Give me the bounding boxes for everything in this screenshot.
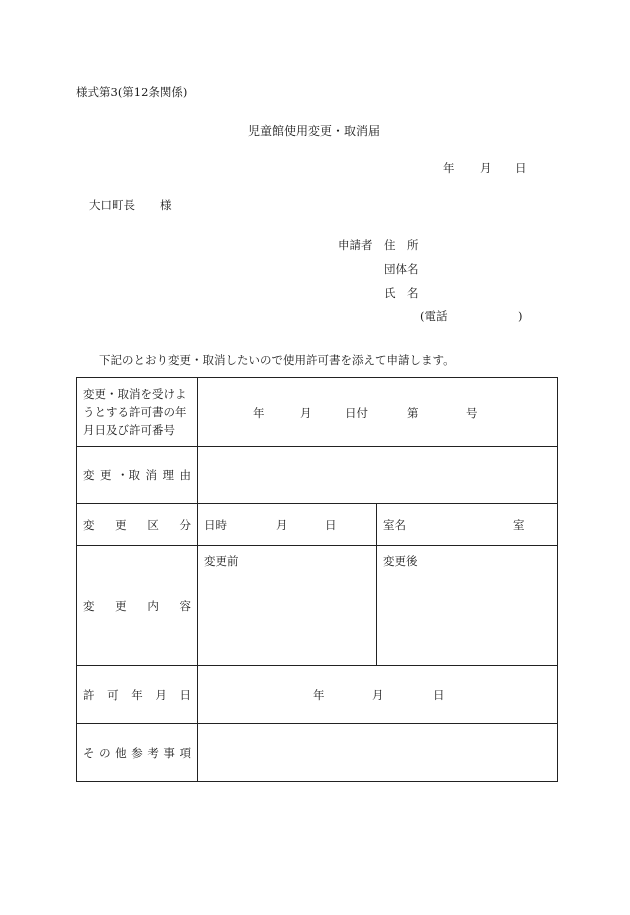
permit-month: 月 <box>300 406 312 420</box>
permit-reference-label: 変更・取消を受けようとする許可書の年月日及び許可番号 <box>77 378 198 447</box>
intro-text: 下記のとおり変更・取消したいので使用許可書を添えて申請します。 <box>99 353 455 367</box>
phone-close: ) <box>518 309 523 323</box>
application-table <box>76 377 558 782</box>
table-row-permit-reference <box>77 378 558 447</box>
change-category-label <box>77 504 198 546</box>
other-notes-label <box>77 724 198 782</box>
address-label: 住 所 <box>384 238 419 252</box>
label-char: 月 <box>155 687 167 702</box>
date-year: 年 <box>443 161 455 175</box>
label-char: 可 <box>107 687 119 702</box>
label-char: 区 <box>147 517 159 532</box>
applicant-label: 申請者 <box>338 238 373 252</box>
label-char: 消 <box>145 468 157 482</box>
table-row-other-notes <box>77 724 558 782</box>
change-reason-label <box>77 447 198 504</box>
label-char: 項 <box>179 745 191 760</box>
table-row-change-reason <box>77 447 558 504</box>
label-char: 他 <box>115 745 127 760</box>
change-content-label <box>77 546 198 666</box>
datetime-label: 日時 <box>204 518 227 532</box>
datetime-day: 日 <box>325 518 337 532</box>
label-char: の <box>99 745 111 760</box>
permit-date-year: 年 <box>313 688 325 702</box>
label-char: 分 <box>179 517 191 532</box>
label-char: 許 <box>83 687 95 702</box>
label-char: 容 <box>179 598 191 613</box>
permit-day: 日付 <box>345 406 368 420</box>
table-row-change-content <box>77 546 558 666</box>
label-char: 日 <box>179 687 191 702</box>
permit-date-label <box>77 666 198 724</box>
label-char: 事 <box>163 745 175 760</box>
change-reason-field[interactable] <box>198 447 558 504</box>
recipient-name: 大口町長 <box>89 198 135 212</box>
permit-date-day: 日 <box>433 688 445 702</box>
permit-date-month: 月 <box>372 688 384 702</box>
label-char: 考 <box>147 745 159 760</box>
after-label: 変更後 <box>383 554 418 568</box>
change-room-field[interactable] <box>377 504 558 546</box>
permit-number-prefix: 第 <box>407 406 419 420</box>
change-after-field[interactable] <box>377 546 558 666</box>
datetime-month: 月 <box>276 518 288 532</box>
room-label: 室名 <box>383 518 406 532</box>
change-before-field[interactable] <box>198 546 377 666</box>
permit-reference-field[interactable] <box>198 378 558 447</box>
before-label: 変更前 <box>204 554 239 568</box>
permit-year: 年 <box>253 406 265 420</box>
label-char: 内 <box>147 598 159 613</box>
table-row-change-category <box>77 504 558 546</box>
label-char: 更 <box>115 598 127 613</box>
label-char: 理 <box>162 468 174 482</box>
label-char: 年 <box>131 687 143 702</box>
group-name-label: 団体名 <box>384 262 419 276</box>
label-char: 変 <box>83 468 95 482</box>
recipient-honorific: 様 <box>160 198 172 212</box>
date-month: 月 <box>480 161 492 175</box>
label-char: 変 <box>83 517 95 532</box>
other-notes-field[interactable] <box>198 724 558 782</box>
date-day: 日 <box>515 161 527 175</box>
label-char: そ <box>83 745 95 760</box>
label-char: 変 <box>83 598 95 613</box>
permit-date-field[interactable] <box>198 666 558 724</box>
label-char: 更 <box>100 468 112 482</box>
room-suffix: 室 <box>513 518 525 532</box>
form-number: 様式第3(第12条関係) <box>76 85 188 99</box>
name-label: 氏 名 <box>384 286 419 300</box>
label-char: 由 <box>179 468 191 482</box>
label-char: ・取 <box>117 468 140 482</box>
document-title: 児童館使用変更・取消届 <box>248 124 381 138</box>
permit-number-suffix: 号 <box>466 406 478 420</box>
phone-label: (電話 <box>420 309 448 323</box>
table-row-permit-date <box>77 666 558 724</box>
label-char: 参 <box>131 745 143 760</box>
change-datetime-field[interactable] <box>198 504 377 546</box>
label-char: 更 <box>115 517 127 532</box>
